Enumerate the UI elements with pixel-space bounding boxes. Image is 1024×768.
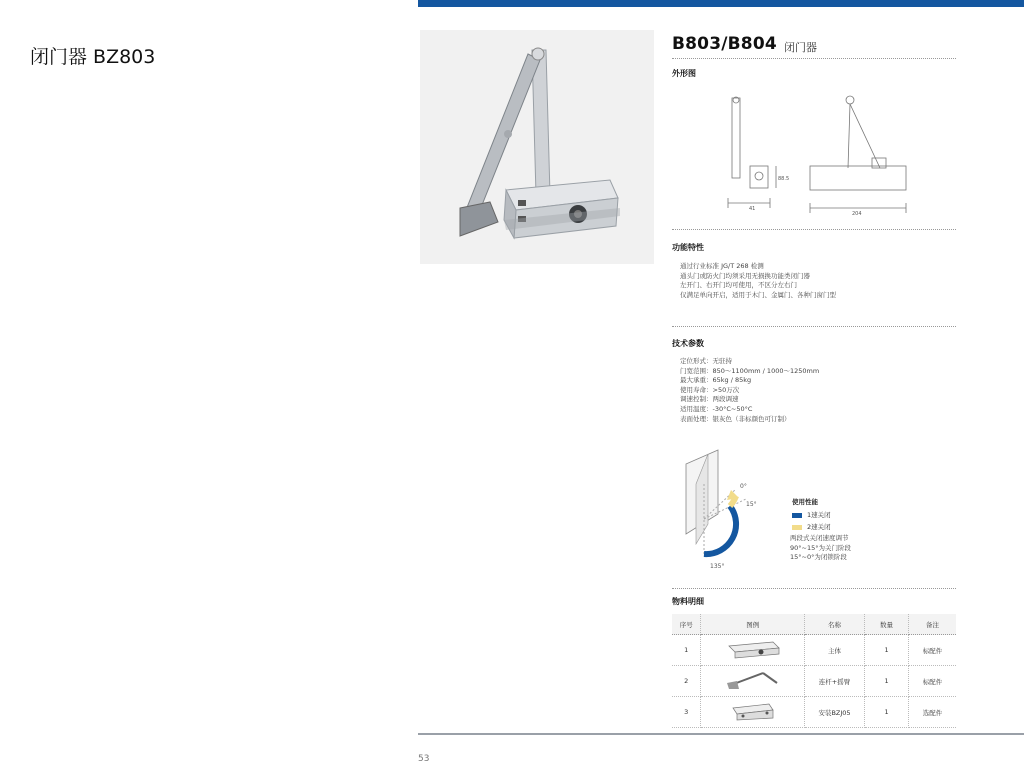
spec-line: 门宽范围：850～1100mm / 1000～1250mm [680,366,820,375]
document-title: 闭门器 BZ803 [30,46,156,68]
cell-qty: 1 [864,666,908,697]
specs-list [680,357,819,424]
cell-qty: 1 [864,697,908,728]
cell-name: 安装BZJ05 [805,697,865,728]
section-heading-specs: 技术参数 [672,339,704,348]
cell-note: 选配件 [909,697,956,728]
divider [672,58,956,59]
dim-d1-label: 41 [749,206,756,212]
angle-0-label: 0° [740,483,747,490]
spec-line: 适用温度：-30°C~50°C [680,404,753,413]
column-header: 数量 [864,614,908,635]
legend-label: 2速关闭 [807,523,831,531]
section-heading-bom: 物料明细 [672,597,704,606]
cell-name: 主体 [805,635,865,666]
cell-no: 3 [672,697,701,728]
door-angle-diagram [676,444,796,574]
dimension-drawing [722,88,922,218]
page-number: 53 [418,754,430,764]
product-photo [420,30,654,264]
spec-line: 最大承重：65kg / 85kg [680,376,752,385]
bom-table [672,614,956,728]
cell-illustration [701,635,805,666]
table-row [672,666,956,697]
column-header: 图例 [701,614,805,635]
model-subtitle: 闭门器 [784,41,817,54]
legend-title: 使用性能 [792,498,818,506]
table-row [672,697,956,728]
cell-no: 1 [672,635,701,666]
cell-note: 标配件 [909,635,956,666]
feature-line: 左开门、右开门均可使用，不区分左右门 [680,281,797,290]
cell-note: 标配件 [909,666,956,697]
model-title: B803/B804 [672,34,777,54]
angle-135-label: 135° [710,563,725,570]
feature-line: 通过行业标准 JG/T 268 检测 [680,262,764,270]
table-row [672,635,956,666]
column-header: 备注 [909,614,956,635]
dim-d2-label: 204 [852,211,862,217]
column-header: 序号 [672,614,701,635]
dim-d3-label: 88.5 [778,176,790,182]
legend-label: 1速关闭 [807,511,831,519]
legend-item-speed2 [792,522,831,531]
divider [672,326,956,327]
legend-note-line: 15°~0°为闭锁阶段 [790,553,847,561]
feature-line: 仅满足单向开启，适用于木门、金属门、各种门窗门型 [680,290,836,299]
table-header-row [672,614,956,635]
closer-body-illustration [723,638,783,660]
features-list [680,262,836,300]
legend-item-speed1 [792,510,831,519]
cell-no: 2 [672,666,701,697]
legend-swatch-blue [792,513,802,518]
spec-line: 定位形式：无驻持 [680,357,732,365]
spec-line: 使用寿命：>50万次 [680,385,740,394]
column-header: 名称 [805,614,865,635]
cell-qty: 1 [864,635,908,666]
arm-illustration [723,669,783,691]
legend-swatch-yellow [792,525,802,530]
cell-illustration [701,697,805,728]
angle-15-label: 15° [746,501,757,508]
legend-note-line: 两段式关闭速度调节 [790,534,849,542]
footer-rule [418,733,1024,735]
divider [672,588,956,589]
divider [672,229,956,230]
spec-line: 调速控制：两段调速 [680,395,739,404]
feature-line: 通头门或防火门均须采用无损换功能类闭门器 [680,271,810,280]
legend-note-line: 90°~15°为关门阶段 [790,543,851,552]
top-accent-bar [418,0,1024,7]
cell-illustration [701,666,805,697]
cell-name: 连杆+摇臂 [805,666,865,697]
section-heading-features: 功能特性 [672,243,704,252]
section-heading-outline: 外形图 [672,69,696,78]
legend-note [790,534,851,563]
bracket-illustration [723,700,783,722]
spec-line: 表面处理：银灰色（非标颜色可订制） [680,414,791,423]
